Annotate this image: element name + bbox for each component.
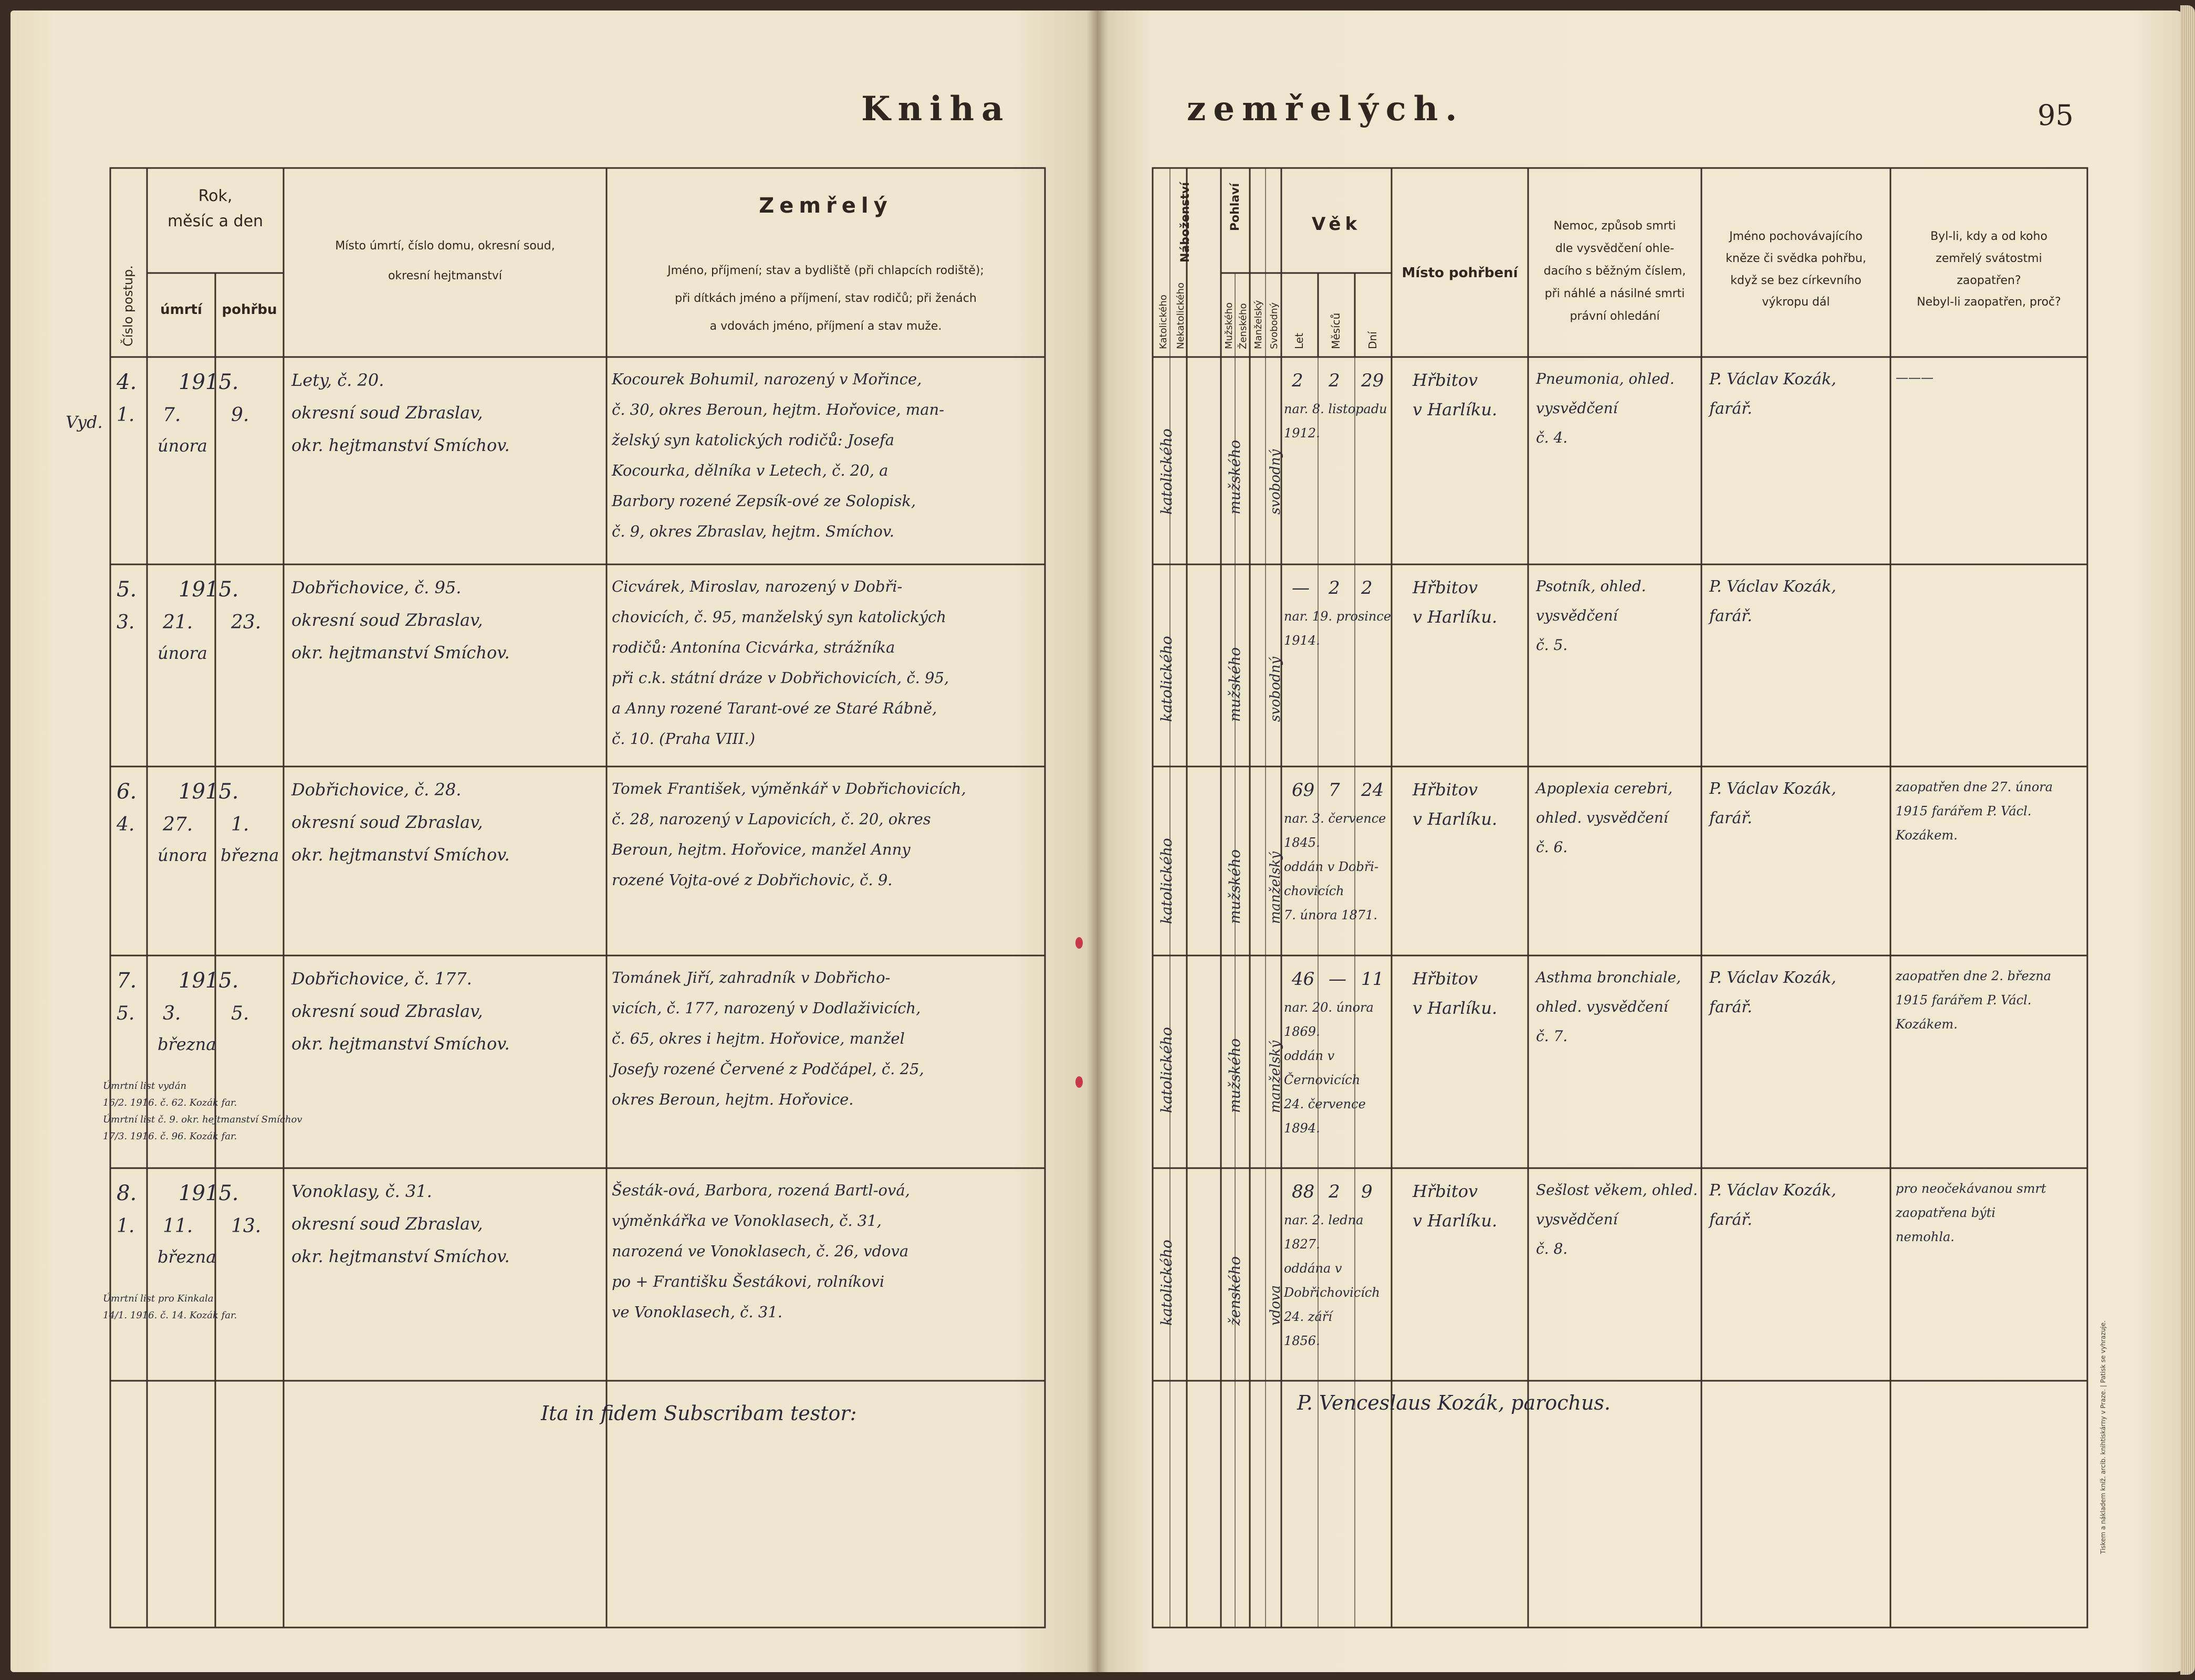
entry-age-years: 88 — [1292, 1181, 1315, 1202]
entry-cause: č. 6. — [1536, 838, 1568, 856]
entry-age-detail: 1856. — [1284, 1334, 1320, 1348]
entry-burial-place: v Harlíku. — [1413, 1211, 1498, 1231]
entry-deceased-line: Josefy rozené Červené z Podčápel, č. 25, — [612, 1060, 924, 1078]
entry-age-detail: 1845. — [1284, 835, 1320, 850]
entry-priest: P. Václav Kozák, — [1709, 578, 1836, 596]
entry-burial-place: Hřbitov — [1413, 1181, 1478, 1201]
entry-age-months: — — [1329, 969, 1346, 990]
entry-year: 1915. — [179, 578, 239, 602]
entry-sex: ženského — [1226, 1256, 1243, 1326]
entry-place-line: Vonoklasy, č. 31. — [291, 1181, 432, 1201]
header-misto-pohrbu: Místo pohřbení — [1402, 265, 1518, 281]
entry-deceased-line: Kocourka, dělníka v Letech, č. 20, a — [612, 461, 889, 479]
entry-age-detail: 24. září — [1284, 1309, 1332, 1324]
entry-side-note: Úmrtní list pro Kinkala — [103, 1293, 214, 1304]
entry-priest: farář. — [1709, 998, 1752, 1016]
header-let: Let — [1293, 333, 1305, 349]
entry-cause: č. 4. — [1536, 429, 1568, 446]
entry-deceased-line: č. 65, okres i hejtm. Hořovice, manžel — [612, 1030, 905, 1047]
entry-cause: Psotník, ohled. — [1536, 578, 1646, 595]
entry-deceased-line: ve Vonoklasech, č. 31. — [612, 1303, 782, 1321]
entry-burial-place: Hřbitov — [1413, 578, 1478, 597]
entry-sex: mužského — [1226, 849, 1243, 924]
entry-deceased-line: Cicvárek, Miroslav, narozený v Dobři- — [612, 578, 903, 595]
entry-place-line: okresní soud Zbraslav, — [291, 1001, 483, 1021]
entry-age-detail: 7. února 1871. — [1284, 908, 1378, 922]
printer-imprint: Tiskem a nákladem kníž. arcib. knihtiskárny v Praze. | Patisk se vyhrazuje. — [2099, 1320, 2107, 1554]
header-rok: Rok, měsíc a den — [167, 187, 264, 230]
entry-burial-day: 13. — [231, 1215, 262, 1237]
header-zemrely-description: Jméno, příjmení; stav a bydliště (při chlapcích rodiště); při dítkách jméno a příjmení, stav rodičů; při ženách a vdovách jméno, příjmení a stav muže. — [667, 264, 984, 333]
entry-sex: mužského — [1226, 439, 1243, 514]
header-misto-umrti: Místo úmrtí, číslo domu, okresní soud, okresní hejtmanství — [335, 239, 555, 283]
entry-sacraments: 1915 farářem P. Václ. — [1896, 993, 2032, 1007]
entry-age-days: 11 — [1361, 969, 1384, 990]
entry-deceased-line: Kocourek Bohumil, narozený v Mořince, — [612, 370, 922, 388]
entry-month: února — [158, 436, 207, 456]
header-mesicu: Měsíců — [1330, 312, 1342, 349]
header-cislo-postup: Číslo postup. — [121, 265, 135, 346]
entry-month: února — [158, 643, 207, 663]
entry-cause: Pneumonia, ohled. — [1536, 370, 1675, 387]
entry-priest: farář. — [1709, 607, 1752, 625]
entry-burial-place: v Harlíku. — [1413, 400, 1498, 419]
entry-number: 4. — [117, 370, 137, 394]
entry-sex: mužského — [1226, 647, 1243, 722]
entry-burial-day: 9. — [231, 404, 249, 426]
entry-place-line: okr. hejtmanství Smíchov. — [291, 1034, 510, 1054]
entry-cause: ohled. vysvědčení — [1536, 809, 1668, 826]
entry-age-detail: nar. 19. prosince — [1284, 609, 1392, 624]
entry-sacraments: pro neočekávanou smrt — [1896, 1181, 2046, 1196]
entry-deceased-line: Tománek Jiří, zahradník v Dobřicho- — [612, 969, 891, 986]
entry-age-months: 2 — [1329, 370, 1340, 391]
header-manzelsky: Manželský — [1253, 300, 1264, 349]
entry-deceased-line: po + Františku Šestákovi, rolníkovi — [612, 1273, 885, 1290]
entry-sacraments: 1915 farářem P. Václ. — [1896, 804, 2032, 818]
entry-place-line: okresní soud Zbraslav, — [291, 403, 483, 423]
entry-age-detail: oddán v — [1284, 1048, 1335, 1063]
entry-burial-place: v Harlíku. — [1413, 607, 1498, 627]
entry-age-detail: 24. července — [1284, 1097, 1366, 1111]
entry-age-detail: nar. 3. července — [1284, 811, 1386, 826]
header-zaopatren: Byl-li, kdy a od koho zemřelý svátostmi zaopatřen? Nebyl-li zaopatřen, proč? — [1917, 230, 2061, 309]
entry-deceased-line: výměnkářka ve Vonoklasech, č. 31, — [612, 1212, 882, 1230]
entry-death-day: 7. — [163, 404, 181, 426]
entry-burial-place: v Harlíku. — [1413, 998, 1498, 1018]
entry-cause: Apoplexia cerebri, — [1536, 780, 1673, 797]
entry-cause: č. 8. — [1536, 1240, 1568, 1257]
entry-priest: farář. — [1709, 809, 1752, 827]
entry-month: března — [158, 1247, 216, 1267]
entry-burial-place: Hřbitov — [1413, 780, 1478, 800]
entry-number: 5. — [117, 578, 137, 602]
entry-age-years: 69 — [1292, 780, 1315, 801]
entry-sacraments: zaopatřena býti — [1896, 1205, 1996, 1220]
entry-status: manželský — [1268, 1040, 1283, 1113]
entry-age-detail: chovicích — [1284, 884, 1344, 898]
entry-month: února — [158, 845, 207, 865]
entry-age-detail: oddána v — [1284, 1261, 1342, 1276]
header-kneze: Jméno pochovávajícího kněze či svědka pohřbu, když se bez církevního výkropu dál — [1726, 230, 1866, 309]
entry-deceased-line: želský syn katolických rodičů: Josefa — [612, 431, 895, 449]
header-nabozenstvi: Náboženství — [1179, 182, 1192, 262]
entry-cause: ohled. vysvědčení — [1536, 998, 1668, 1015]
entry-age-detail: nar. 8. listopadu — [1284, 402, 1387, 416]
entry-year: 1915. — [179, 370, 239, 394]
entry-cause: vysvědčení — [1536, 400, 1618, 417]
entry-deceased-line: Šesták-ová, Barbora, rozená Bartl-ová, — [612, 1181, 910, 1199]
page-number: 95 — [2037, 99, 2074, 132]
header-nekatolicke: Nekatolického — [1175, 282, 1186, 349]
entry-age-years: 2 — [1292, 370, 1303, 391]
entry-deceased-line: č. 10. (Praha VIII.) — [612, 730, 756, 748]
footer-signature: P. Venceslaus Kozák, parochus. — [1297, 1391, 1611, 1414]
entry-age-detail: oddán v Dobři- — [1284, 859, 1379, 874]
footer-attestation: Ita in fidem Subscribam testor: — [541, 1402, 857, 1425]
entry-cause: Sešlost věkem, ohled. — [1536, 1181, 1698, 1199]
entry-cause: č. 5. — [1536, 636, 1568, 654]
header-pohlavi: Pohlaví — [1229, 183, 1242, 231]
entry-year: 1915. — [179, 1181, 239, 1205]
entry-age-detail: 1914. — [1284, 633, 1320, 648]
entry-place-line: okresní soud Zbraslav, — [291, 610, 483, 630]
header-muzske: Mužského — [1224, 302, 1235, 349]
entry-death-day: 3. — [163, 1003, 181, 1024]
entry-sacraments: Kozákem. — [1896, 828, 1958, 843]
entry-age-detail: nar. 20. února — [1284, 1000, 1374, 1015]
entry-deceased-line: rozené Vojta-ové z Dobřichovic, č. 9. — [612, 871, 893, 889]
entry-burial-place: Hřbitov — [1413, 370, 1478, 390]
entry-year: 1915. — [179, 780, 239, 804]
entry-burial-day: 1. — [231, 814, 249, 835]
entry-place-line: okr. hejtmanství Smíchov. — [291, 1246, 510, 1266]
entry-number: 7. — [117, 969, 137, 993]
entry-side-note: Úmrtní list vydán — [103, 1080, 187, 1091]
entry-number: 8. — [117, 1181, 137, 1205]
entry-deceased-line: při c.k. státní dráze v Dobřichovicích, č. 95, — [612, 669, 949, 687]
entry-place-line: Dobřichovice, č. 28. — [291, 780, 462, 800]
entry-status: vdova — [1268, 1285, 1283, 1326]
entry-burial-day: 5. — [231, 1003, 249, 1024]
title-left: Kniha — [861, 89, 1011, 129]
entry-year: 1915. — [179, 969, 239, 993]
entry-number: 6. — [117, 780, 137, 804]
entry-cause: Asthma bronchiale, — [1536, 969, 1681, 986]
entry-place-line: Dobřichovice, č. 177. — [291, 969, 472, 989]
entry-place-line: okresní soud Zbraslav, — [291, 1214, 483, 1234]
entry-religion: katolického — [1158, 428, 1175, 514]
entry-religion: katolického — [1158, 1027, 1175, 1113]
entry-religion: katolického — [1158, 838, 1175, 924]
entry-month-burial: března — [221, 845, 279, 865]
entry-age-days: 2 — [1361, 578, 1373, 598]
entry-place-line: okresní soud Zbraslav, — [291, 812, 483, 832]
entry-deceased-line: vicích, č. 177, narozený v Dodlaživicích, — [612, 999, 921, 1017]
entry-deceased-line: chovicích, č. 95, manželský syn katolických — [612, 608, 946, 626]
header-umrti: úmrtí — [160, 302, 202, 318]
margin-note: Vyd. — [66, 412, 103, 432]
entry-priest: farář. — [1709, 1211, 1752, 1229]
entry-sacraments: Kozákem. — [1896, 1017, 1958, 1032]
entry-age-years: — — [1292, 578, 1310, 598]
entry-burial-day: 23. — [231, 612, 262, 633]
entry-religion: katolického — [1158, 636, 1175, 722]
entry-place-line: Lety, č. 20. — [291, 370, 384, 390]
entry-age-months: 2 — [1329, 1181, 1340, 1202]
entry-cause: č. 7. — [1536, 1027, 1568, 1045]
entry-status: svobodný — [1268, 449, 1283, 514]
entry-age-months: 7 — [1329, 780, 1340, 801]
entry-side-note: 17/3. 1916. č. 96. Kozák far. — [103, 1131, 237, 1142]
entry-priest: farář. — [1709, 400, 1752, 418]
entry-number-secondary: 4. — [117, 814, 135, 835]
entry-number-secondary: 1. — [117, 404, 135, 426]
entry-sacraments: zaopatřen dne 27. února — [1896, 780, 2053, 794]
entry-sacraments: ——— — [1896, 370, 1933, 385]
entry-deceased-line: č. 9, okres Zbraslav, hejtm. Smíchov. — [612, 522, 895, 540]
entry-age-detail: 1869. — [1284, 1024, 1320, 1039]
entry-age-days: 9 — [1361, 1181, 1373, 1202]
entry-sacraments: nemohla. — [1896, 1230, 1954, 1244]
entry-priest: P. Václav Kozák, — [1709, 1181, 1836, 1200]
entry-deceased-line: rodičů: Antonína Cicvárka, strážníka — [612, 638, 895, 656]
entry-place-line: Dobřichovice, č. 95. — [291, 578, 462, 597]
header-vek: Věk — [1311, 214, 1362, 235]
entry-priest: P. Václav Kozák, — [1709, 370, 1836, 388]
entry-religion: katolického — [1158, 1240, 1175, 1326]
entry-age-days: 29 — [1361, 370, 1384, 391]
header-dni: Dní — [1366, 331, 1379, 349]
entry-side-note: 14/1. 1916. č. 14. Kozák far. — [103, 1310, 237, 1321]
entry-status: manželský — [1268, 851, 1283, 924]
entry-priest: P. Václav Kozák, — [1709, 780, 1836, 798]
entry-deceased-line: Beroun, hejtm. Hořovice, manžel Anny — [612, 841, 911, 858]
entry-burial-place: v Harlíku. — [1413, 809, 1498, 829]
header-svobodny: Svobodný — [1269, 302, 1280, 349]
entry-status: svobodný — [1268, 656, 1283, 722]
entry-death-day: 21. — [163, 612, 193, 633]
entry-side-note: 16/2. 1916. č. 62. Kozák far. — [103, 1097, 237, 1108]
entry-age-detail: 1912. — [1284, 426, 1320, 440]
entry-month: března — [158, 1034, 216, 1054]
entry-deceased-line: Tomek František, výměnkář v Dobřichovicích, — [612, 780, 966, 797]
header-nemoc: Nemoc, způsob smrti dle vysvědčení ohle- dacího s běžným číslem, při náhlé a násilné smrti právní ohledání — [1543, 219, 1686, 323]
entry-death-day: 27. — [163, 814, 193, 835]
entry-sex: mužského — [1226, 1038, 1243, 1113]
header-zemrely: Zemřelý — [759, 194, 893, 218]
header-katolicke: Katolického — [1158, 295, 1169, 349]
entry-deceased-line: č. 30, okres Beroun, hejtm. Hořovice, man- — [612, 401, 945, 418]
entry-deceased-line: Barbory rozené Zepsík-ové ze Solopisk, — [612, 492, 916, 510]
entry-place-line: okr. hejtmanství Smíchov. — [291, 643, 510, 663]
entry-age-months: 2 — [1329, 578, 1340, 598]
entry-death-day: 11. — [163, 1215, 193, 1237]
header-zenske: Ženského — [1238, 303, 1249, 349]
entry-age-days: 24 — [1361, 780, 1384, 801]
entry-age-detail: Černovicích — [1284, 1073, 1361, 1087]
entry-deceased-line: a Anny rozené Tarant-ové ze Staré Rábně, — [612, 699, 937, 717]
entry-deceased-line: č. 28, narozený v Lapovicích, č. 20, okres — [612, 810, 931, 828]
entry-age-detail: 1894. — [1284, 1121, 1320, 1136]
entry-priest: P. Václav Kozák, — [1709, 969, 1836, 987]
entry-cause: vysvědčení — [1536, 607, 1618, 624]
header-pohrbu: pohřbu — [222, 302, 277, 318]
entry-burial-place: Hřbitov — [1413, 969, 1478, 989]
entry-number-secondary: 5. — [117, 1003, 135, 1024]
entry-deceased-line: okres Beroun, hejtm. Hořovice. — [612, 1090, 854, 1108]
entry-sacraments: zaopatřen dne 2. března — [1896, 969, 2052, 983]
entry-number-secondary: 1. — [117, 1215, 135, 1237]
entry-age-years: 46 — [1292, 969, 1315, 990]
title-right: zemřelých. — [1187, 89, 1465, 129]
entry-number-secondary: 3. — [117, 612, 135, 633]
entry-deceased-line: narozená ve Vonoklasech, č. 26, vdova — [612, 1242, 909, 1260]
entry-place-line: okr. hejtmanství Smíchov. — [291, 845, 510, 865]
entry-place-line: okr. hejtmanství Smíchov. — [291, 435, 510, 455]
entry-age-detail: Dobřichovicích — [1284, 1285, 1380, 1300]
entry-side-note: Úmrtní list č. 9. okr. hejtmanství Smíchov — [103, 1114, 302, 1125]
entry-age-detail: 1827. — [1284, 1237, 1320, 1252]
entry-age-detail: nar. 2. ledna — [1284, 1213, 1364, 1227]
entry-cause: vysvědčení — [1536, 1211, 1618, 1228]
